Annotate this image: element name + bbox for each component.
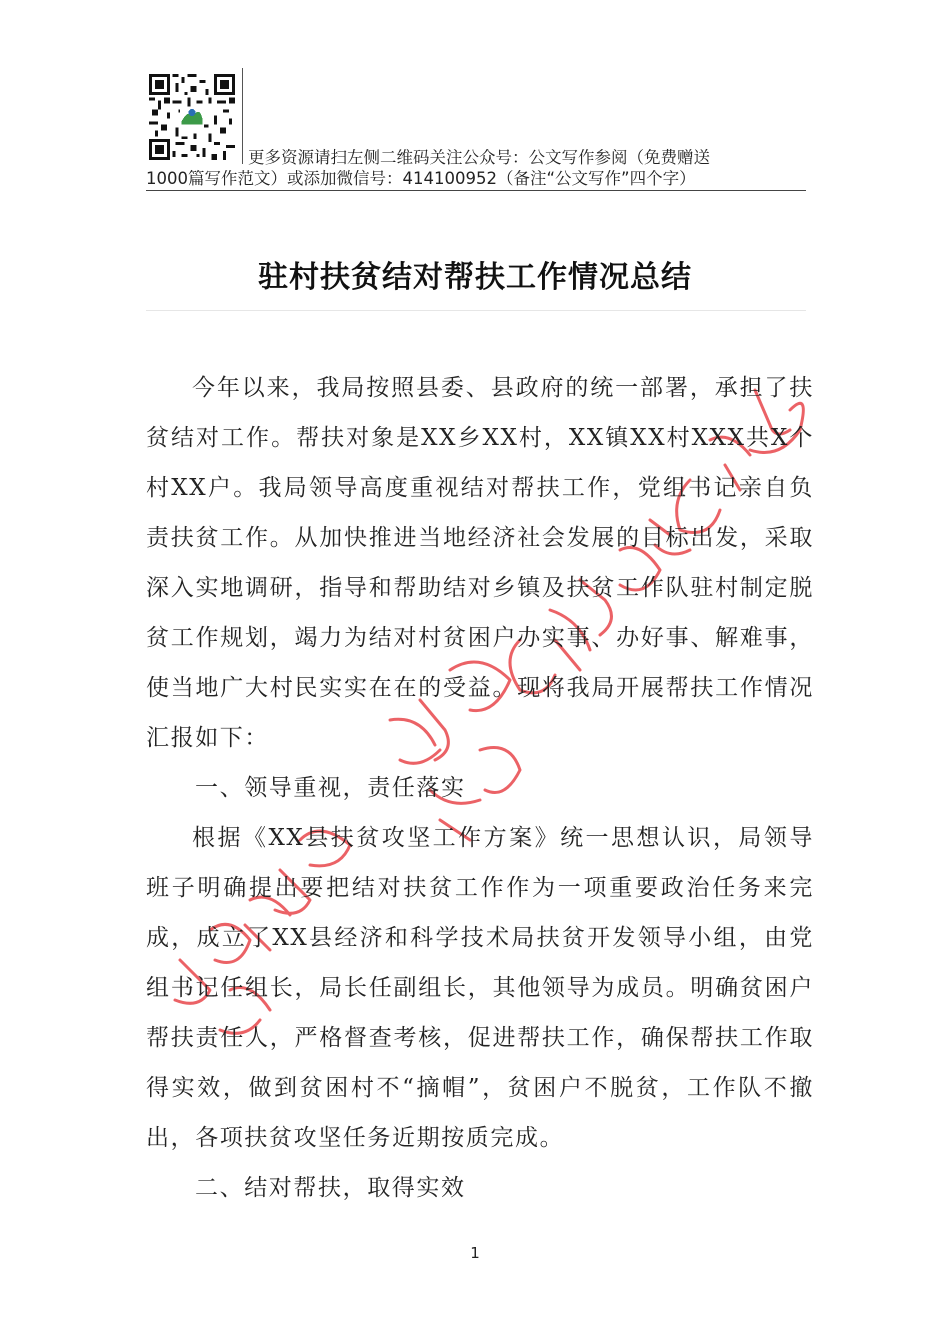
- header-line-1: 更多资源请扫左侧二维码关注公众号：公文写作参阅（免费赠送: [248, 148, 710, 167]
- header-rule: [146, 190, 806, 191]
- header-line-2: 1000篇写作范文）或添加微信号：414100952（备注“公文写作”四个字）: [146, 169, 696, 188]
- header-promo-text: [146, 147, 811, 189]
- title-rule: [146, 310, 806, 311]
- page-number: 1: [470, 1244, 480, 1262]
- paragraph-section-1: 根据《XX县扶贫攻坚工作方案》统一思想认识，局领导班子明确提出要把结对扶贫工作作为一项重要政治任务来完成，成立了XX县经济和科学技术局扶贫开发领导小组，由党组书记任组长，局长任副组长，其他领导为成员。明确贫困户帮扶责任人，严格督查考核，促进帮扶工作，确保帮扶工作取得实效，做到贫困村不“摘帽”，贫困户不脱贫，工作队不撤出，各项扶贫攻坚任务近期按质完成。: [146, 825, 814, 1151]
- document-body: [146, 363, 814, 1213]
- section-heading-2: 二、结对帮扶，取得实效: [195, 1175, 466, 1201]
- section-heading-1: 一、领导重视，责任落实: [195, 775, 466, 801]
- paragraph-intro: 今年以来，我局按照县委、县政府的统一部署，承担了扶贫结对工作。帮扶对象是XX乡XX村，XX镇XX村XXX共X个村XX户。我局领导高度重视结对帮扶工作，党组书记亲自负责扶贫工作。从加快推进当地经济社会发展的目标出发，采取深入实地调研，指导和帮助结对乡镇及扶贫工作队驻村制定脱贫工作规划，竭力为结对村贫困户办实事、办好事、解难事，使当地广大村民实实在在的受益。现将我局开展帮扶工作情况汇报如下：: [146, 375, 814, 751]
- document-title: 驻村扶贫结对帮扶工作情况总结: [258, 260, 692, 295]
